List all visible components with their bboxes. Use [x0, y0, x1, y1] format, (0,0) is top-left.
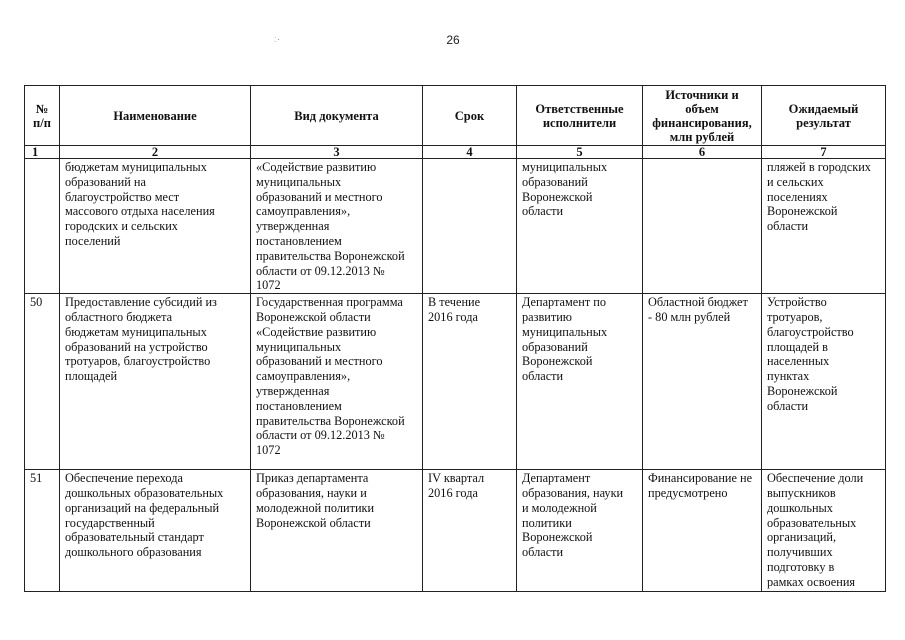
column-number: 2 — [60, 146, 251, 159]
table-row — [25, 470, 886, 592]
row-name: бюджетам муниципальных образований на благоустройство мест массового отдыха населения городских и сельских поселений — [60, 159, 251, 294]
row-term: IV квартал 2016 года — [423, 470, 517, 592]
header-financing: Источники и объем финансирования, млн рублей — [643, 86, 762, 146]
row-document: Государственная программа Воронежской области «Содействие развитию муниципальных образований и местного самоуправления», утвержденная постановлением правительства Воронежской области от 09.12.2013 № 1072 — [251, 294, 423, 470]
row-term: В течение 2016 года — [423, 294, 517, 470]
header-result: Ожидаемый результат — [762, 86, 886, 146]
table-header-row — [25, 86, 886, 146]
row-responsible: муниципальных образований Воронежской области — [517, 159, 643, 294]
row-result: Обеспечение доли выпускников дошкольных образовательных организаций, получивших подготовку в рамках освоения — [762, 470, 886, 592]
row-financing — [643, 159, 762, 294]
scan-speck: ⁚· — [274, 36, 281, 44]
column-number: 7 — [762, 146, 886, 159]
row-document: Приказ департамента образования, науки и молодежной политики Воронежской области — [251, 470, 423, 592]
row-term — [423, 159, 517, 294]
table-row — [25, 294, 886, 470]
header-number: № п/п — [25, 86, 60, 146]
row-result: Устройство тротуаров, благоустройство площадей в населенных пунктах Воронежской области — [762, 294, 886, 470]
header-responsible: Ответственные исполнители — [517, 86, 643, 146]
row-name: Предоставление субсидий из областного бюджета бюджетам муниципальных образований на устройство тротуаров, благоустройство площадей — [60, 294, 251, 470]
row-number: 50 — [25, 294, 60, 470]
row-responsible: Департамент по развитию муниципальных образований Воронежской области — [517, 294, 643, 470]
row-financing: Областной бюджет - 80 млн рублей — [643, 294, 762, 470]
column-number: 5 — [517, 146, 643, 159]
header-name: Наименование — [60, 86, 251, 146]
column-number-row — [25, 146, 886, 159]
row-number: 51 — [25, 470, 60, 592]
header-term: Срок — [423, 86, 517, 146]
row-result: пляжей в городских и сельских поселениях Воронежской области — [762, 159, 886, 294]
row-number — [25, 159, 60, 294]
table-row — [25, 159, 886, 294]
plan-table — [24, 85, 886, 592]
column-number: 6 — [643, 146, 762, 159]
column-number: 1 — [25, 146, 60, 159]
column-number: 4 — [423, 146, 517, 159]
page-number: 26 — [446, 33, 460, 47]
header-document-type: Вид документа — [251, 86, 423, 146]
row-document: «Содействие развитию муниципальных образований и местного самоуправления», утвержденная постановлением правительства Воронежской области от 09.12.2013 № 1072 — [251, 159, 423, 294]
row-name: Обеспечение перехода дошкольных образовательных организаций на федеральный государственный образовательный стандарт дошкольного образования — [60, 470, 251, 592]
row-financing: Финансирование не предусмотрено — [643, 470, 762, 592]
column-number: 3 — [251, 146, 423, 159]
row-responsible: Департамент образования, науки и молодежной политики Воронежской области — [517, 470, 643, 592]
